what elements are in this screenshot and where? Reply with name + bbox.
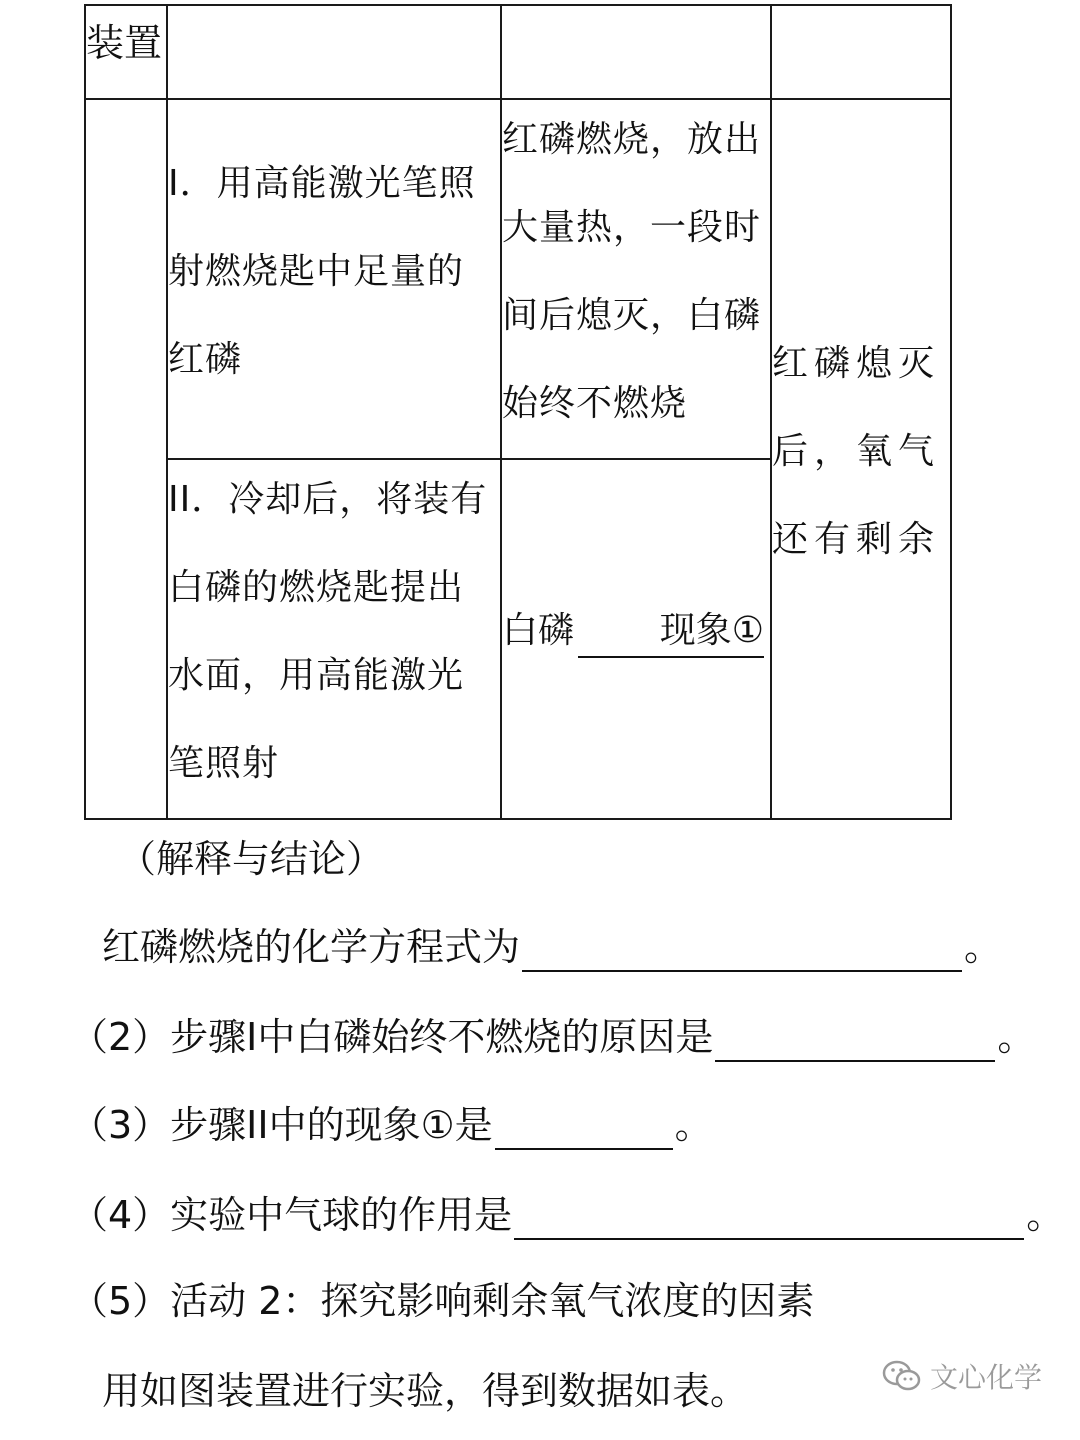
table-border-top bbox=[84, 4, 952, 6]
table-border-bottom bbox=[84, 818, 952, 820]
question-3 bbox=[70, 1100, 713, 1150]
row1-phenomenon-cell: 红磷燃烧，放出 大量热，一段时 间后熄灭，白磷 始终不燃烧 bbox=[502, 119, 762, 424]
question-4 bbox=[70, 1190, 1064, 1240]
watermark-text: 文心化学 bbox=[929, 1361, 1042, 1394]
question-1-end: 。 bbox=[964, 925, 1003, 969]
question-6: 用如图装置进行实验，得到数据如表。 bbox=[102, 1369, 749, 1413]
phenomenon-marker: 现象① bbox=[659, 610, 765, 651]
question-3-end: 。 bbox=[674, 1103, 713, 1147]
wechat-icon bbox=[882, 1359, 922, 1393]
question-3-text: （3）步骤II中的现象①是 bbox=[70, 1103, 493, 1147]
phenomenon-blank bbox=[578, 606, 764, 658]
table-header-label: 装置 bbox=[86, 21, 163, 65]
section-title: （解释与结论） bbox=[118, 837, 385, 881]
table-border-left bbox=[84, 4, 86, 820]
answer-blank-4[interactable] bbox=[514, 1198, 1024, 1240]
row2-step-cell: II．冷却后，将装有 白磷的燃烧匙提出 水面，用高能激光 笔照射 bbox=[168, 479, 488, 784]
row1-step-cell: I．用高能激光笔照 射燃烧匙中足量的 红磷 bbox=[168, 163, 476, 380]
question-1-text: 红磷燃烧的化学方程式为 bbox=[102, 925, 521, 969]
question-2 bbox=[70, 1012, 1035, 1062]
question-4-text: （4）实验中气球的作用是 bbox=[70, 1193, 513, 1237]
watermark bbox=[882, 1356, 1042, 1396]
question-4-end: 。 bbox=[1026, 1193, 1065, 1237]
question-5: （5）活动 2：探究影响剩余氧气浓度的因素 bbox=[70, 1279, 815, 1323]
question-1 bbox=[102, 922, 1002, 972]
question-2-text: （2）步骤I中白磷始终不燃烧的原因是 bbox=[70, 1015, 714, 1059]
row2-phenomenon-cell bbox=[502, 606, 770, 658]
answer-blank-2[interactable] bbox=[715, 1020, 995, 1062]
conclusion-cell: 红磷熄灭 后，氧气 还有剩余 bbox=[772, 343, 941, 560]
question-2-end: 。 bbox=[997, 1015, 1036, 1059]
row2-phenomenon-prefix: 白磷 bbox=[502, 610, 575, 651]
answer-blank-1[interactable] bbox=[522, 930, 962, 972]
answer-blank-3[interactable] bbox=[495, 1108, 673, 1150]
